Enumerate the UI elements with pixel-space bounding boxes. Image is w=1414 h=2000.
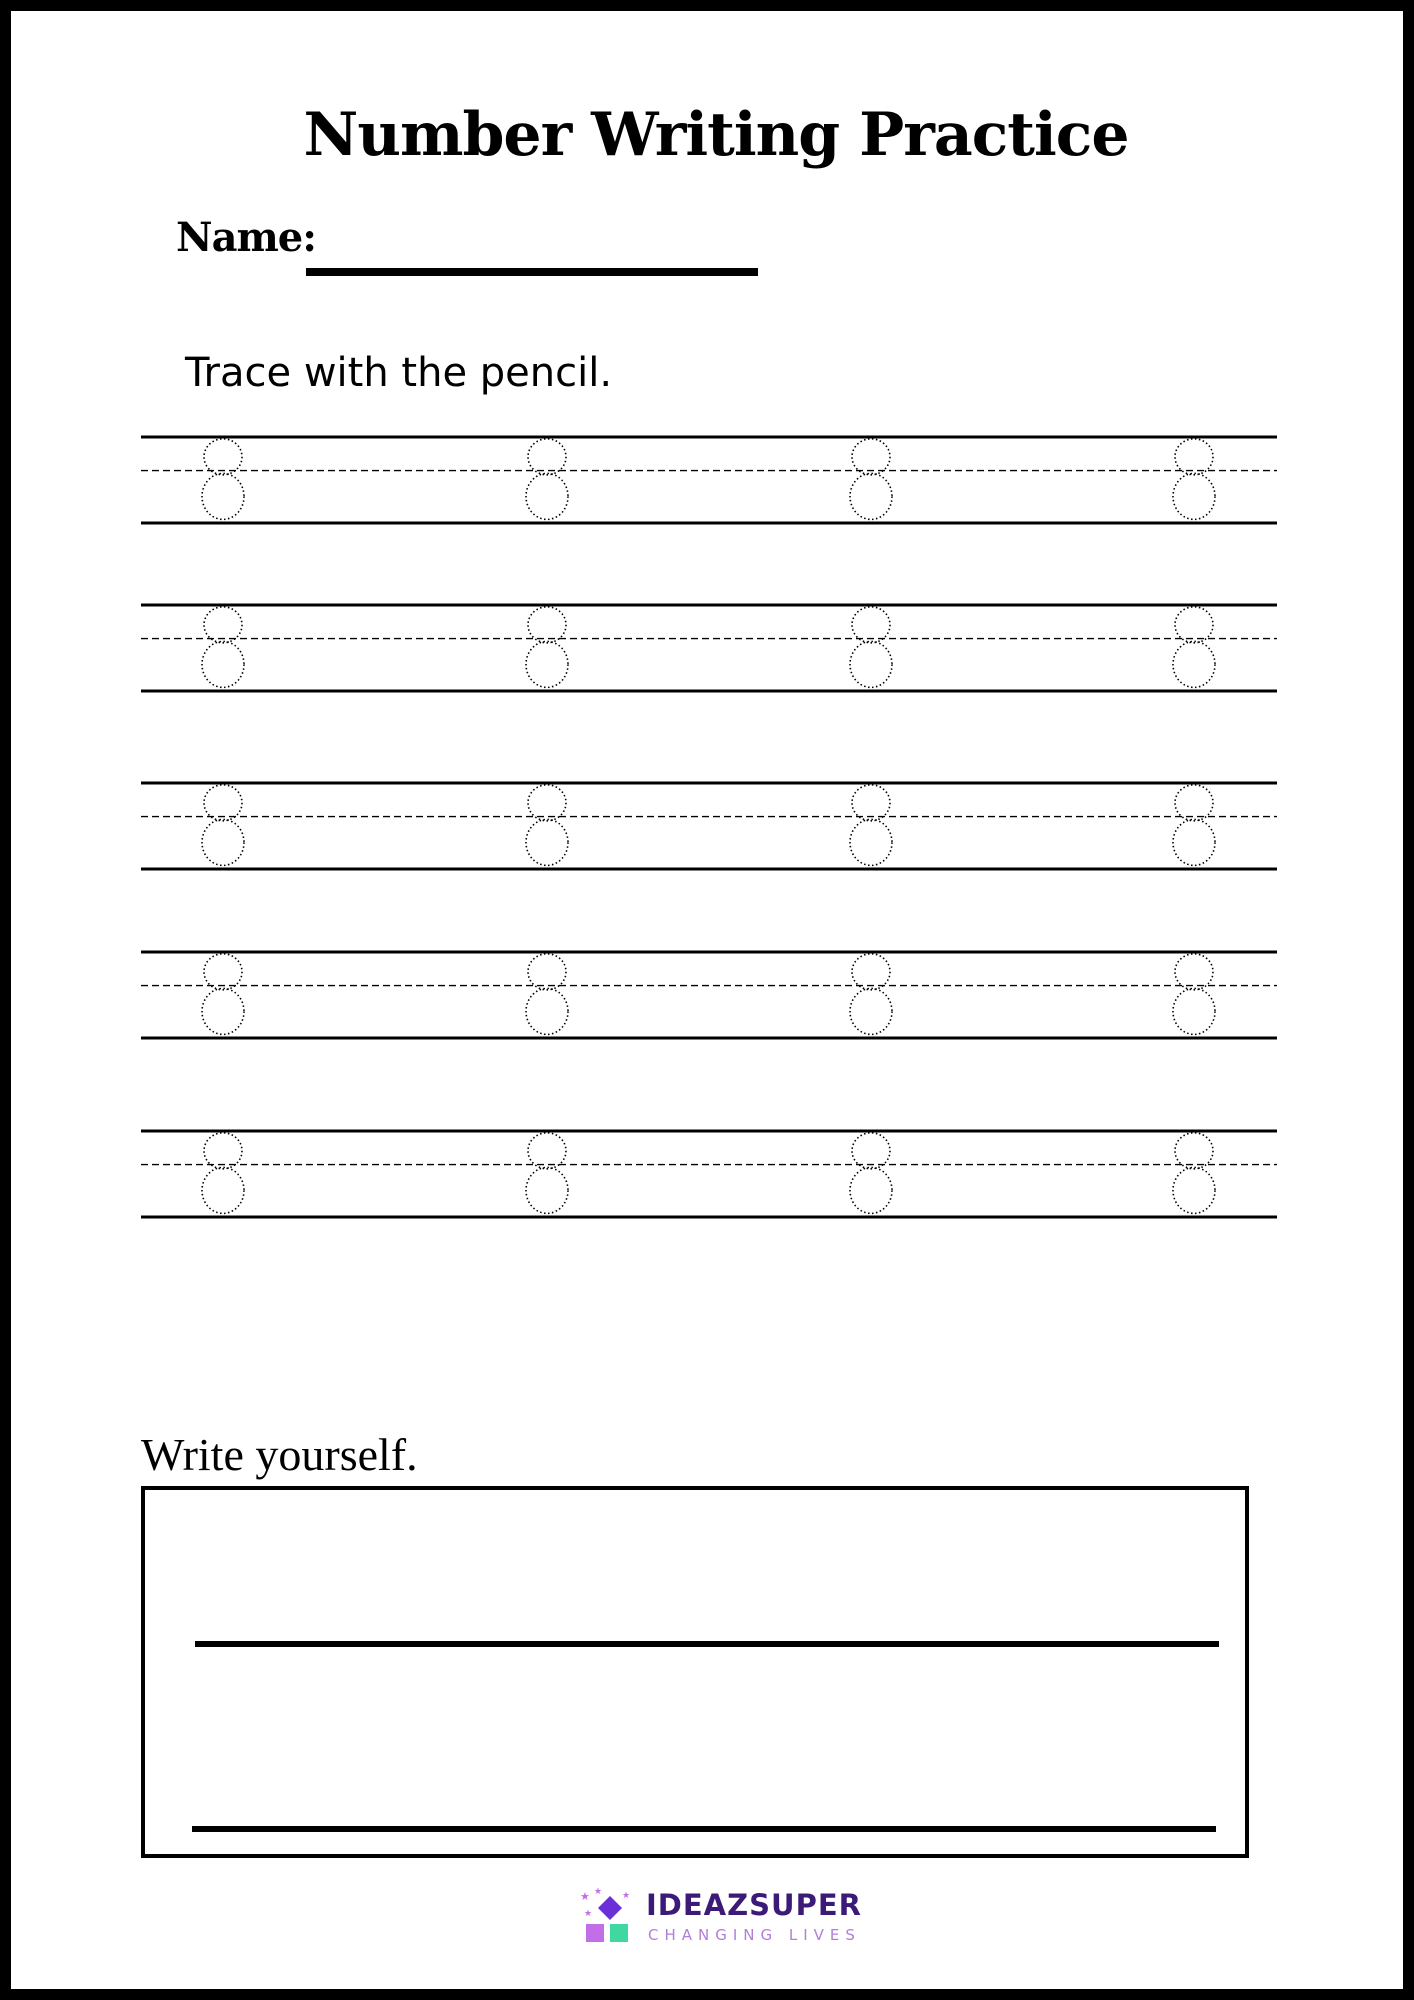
trace-digit-upper-loop	[1175, 954, 1213, 990]
trace-digit-lower-loop	[526, 1167, 568, 1213]
trace-digit-lower-loop	[202, 988, 244, 1034]
trace-digit-lower-loop	[202, 641, 244, 687]
trace-digit-upper-loop	[852, 1133, 890, 1169]
trace-digit-lower-loop	[1173, 819, 1215, 865]
trace-digit-upper-loop	[1175, 607, 1213, 643]
trace-digit-upper-loop	[852, 954, 890, 990]
brand-logo-icon	[578, 1886, 642, 1946]
trace-digit-lower-loop	[526, 641, 568, 687]
trace-digit-lower-loop	[1173, 641, 1215, 687]
trace-digit-upper-loop	[852, 607, 890, 643]
trace-digit-upper-loop	[528, 607, 566, 643]
trace-digit-lower-loop	[526, 988, 568, 1034]
trace-digit-lower-loop	[850, 988, 892, 1034]
write-box	[141, 1486, 1249, 1858]
write-instruction: Write yourself.	[141, 1429, 418, 1480]
trace-digit-upper-loop	[204, 607, 242, 643]
svg-text:★: ★	[584, 1909, 593, 1919]
write-line	[192, 1826, 1216, 1832]
trace-digit-lower-loop	[1173, 988, 1215, 1034]
trace-instruction: Trace with the pencil.	[185, 350, 613, 396]
trace-digit-lower-loop	[202, 1167, 244, 1213]
trace-digit-lower-loop	[1173, 1167, 1215, 1213]
brand-name: IDEAZSUPER	[646, 1888, 862, 1922]
trace-digit-upper-loop	[1175, 785, 1213, 821]
write-line	[195, 1641, 1219, 1647]
brand-tagline: CHANGING LIVES	[648, 1926, 861, 1944]
trace-digit-lower-loop	[1173, 473, 1215, 519]
trace-digit-lower-loop	[202, 819, 244, 865]
trace-digit-upper-loop	[204, 954, 242, 990]
trace-digit-upper-loop	[852, 785, 890, 821]
svg-text:★: ★	[622, 1891, 631, 1901]
trace-digit-upper-loop	[1175, 439, 1213, 475]
trace-digit-upper-loop	[204, 1133, 242, 1169]
trace-digit-upper-loop	[528, 954, 566, 990]
trace-digit-lower-loop	[850, 641, 892, 687]
trace-digit-lower-loop	[850, 473, 892, 519]
trace-digit-upper-loop	[852, 439, 890, 475]
trace-digit-upper-loop	[204, 785, 242, 821]
page-title: Number Writing Practice	[303, 100, 1129, 170]
trace-digit-lower-loop	[526, 819, 568, 865]
trace-digit-upper-loop	[528, 1133, 566, 1169]
trace-digit-upper-loop	[528, 439, 566, 475]
trace-digit-lower-loop	[202, 473, 244, 519]
svg-text:★: ★	[594, 1887, 603, 1897]
trace-digit-lower-loop	[526, 473, 568, 519]
name-label: Name:	[176, 214, 317, 261]
trace-digit-upper-loop	[1175, 1133, 1213, 1169]
trace-digit-lower-loop	[850, 1167, 892, 1213]
trace-digit-lower-loop	[850, 819, 892, 865]
brand-logo	[578, 1886, 878, 1946]
trace-digit-upper-loop	[528, 785, 566, 821]
svg-text:★: ★	[580, 1890, 590, 1903]
trace-digit-upper-loop	[204, 439, 242, 475]
